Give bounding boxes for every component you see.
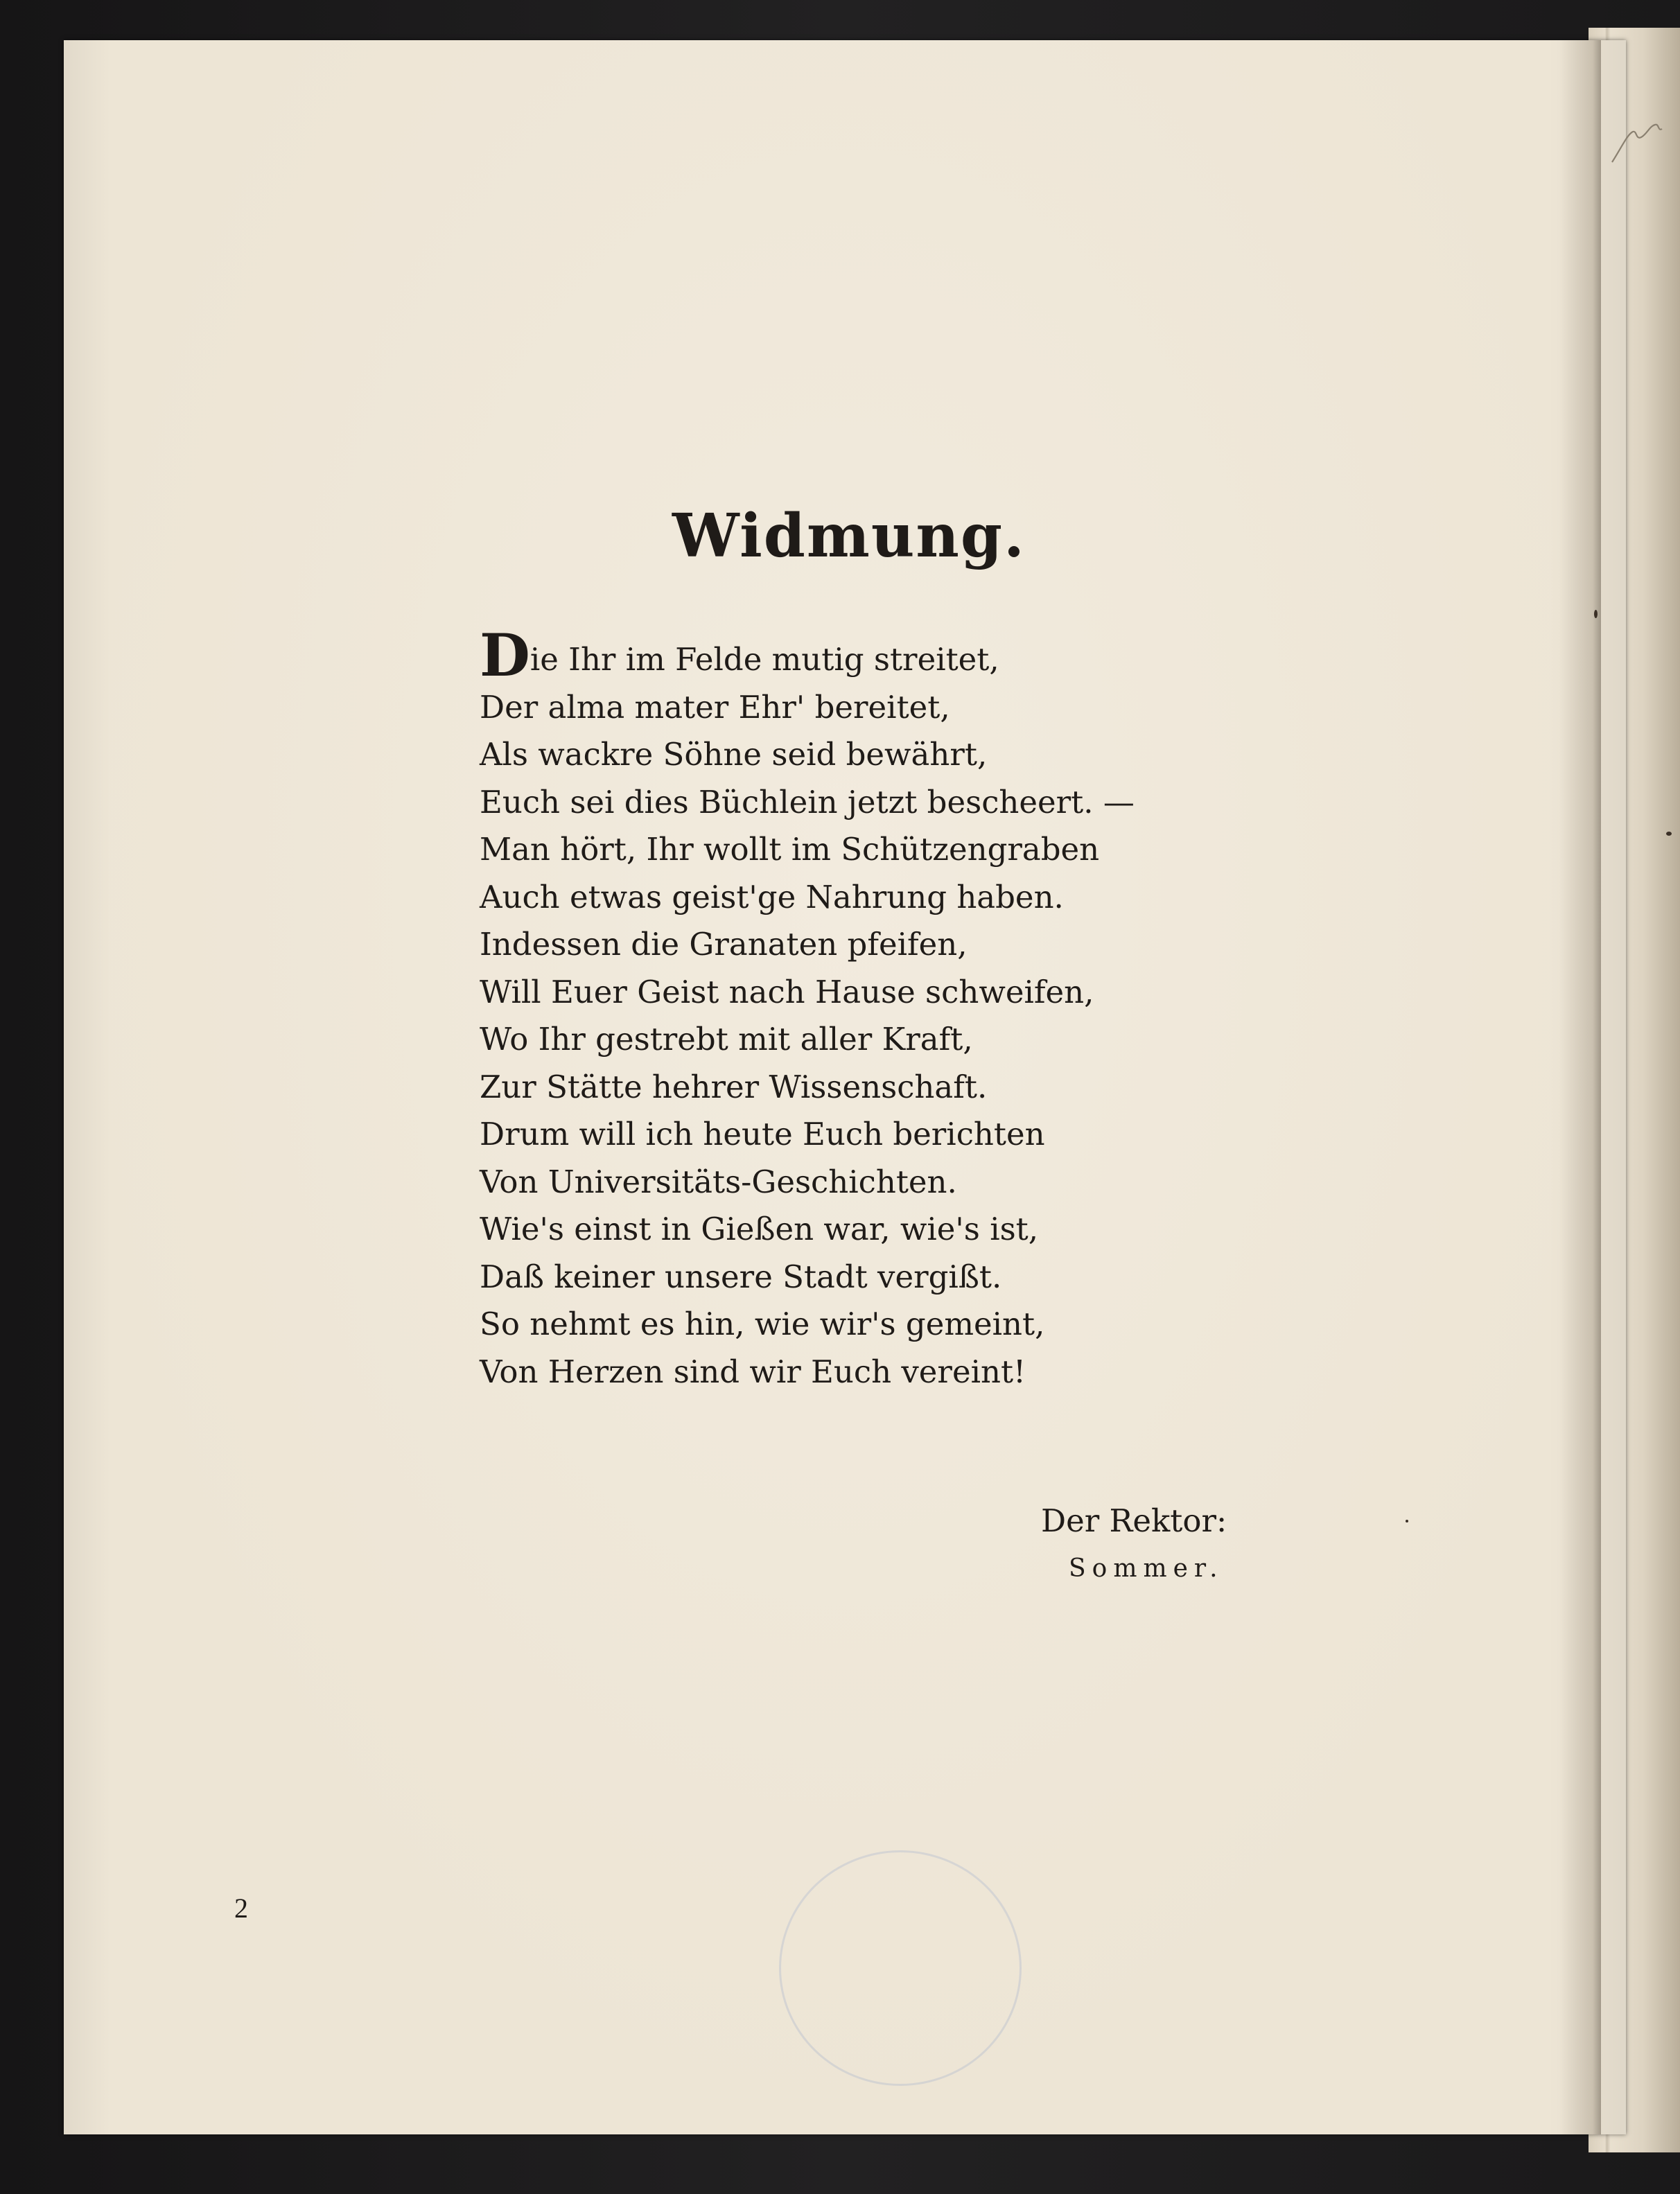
poem-line: Daß keiner unsere Stadt vergißt.: [480, 1258, 1002, 1295]
pencil-mark-icon: [1609, 119, 1665, 168]
poem-line: Als wackre Söhne seid bewährt,: [480, 736, 988, 773]
page-gutter-shadow: [1559, 40, 1601, 2134]
poem-line: Auch etwas geist'ge Nahrung haben.: [480, 878, 1064, 915]
poem-line: Drum will ich heute Euch berichten: [480, 1116, 1045, 1152]
faded-library-stamp: [779, 1850, 1022, 2086]
signature-label: Der Rektor:: [1041, 1502, 1227, 1539]
poem-line-1-text: ie Ihr im Felde mutig streitet,: [530, 641, 999, 678]
poem-initial-letter: D: [480, 621, 530, 690]
poem-line: Wo Ihr gestrebt mit aller Kraft,: [480, 1021, 973, 1057]
paper-speck: [1406, 1520, 1408, 1522]
poem-line: Von Herzen sind wir Euch vereint!: [480, 1353, 1026, 1390]
book-page: [64, 40, 1626, 2134]
poem-line: Man hört, Ihr wollt im Schützengraben: [480, 831, 1100, 868]
poem-line: Euch sei dies Büchlein jetzt bescheert. —: [480, 783, 1135, 820]
poem-line: Will Euer Geist nach Hause schweifen,: [480, 973, 1094, 1010]
signature-name: Sommer.: [1069, 1554, 1224, 1583]
poem-line: Von Universitäts-Geschichten.: [480, 1163, 957, 1200]
poem-line: So nehmt es hin, wie wir's gemeint,: [480, 1306, 1045, 1342]
page-title: Widmung.: [672, 501, 1026, 571]
poem-line-1: [480, 621, 1311, 690]
poem-line: Der alma mater Ehr' bereitet,: [480, 688, 950, 726]
poem-line: Indessen die Granaten pfeifen,: [480, 926, 968, 963]
poem-line: Wie's einst in Gießen war, wie's ist,: [480, 1211, 1039, 1247]
paper-speck: [1594, 610, 1598, 618]
paper-speck: [1666, 832, 1672, 836]
poem-block: [480, 621, 1311, 1396]
poem-line: Zur Stätte hehrer Wissenschaft.: [480, 1068, 988, 1105]
page-number: 2: [234, 1893, 248, 1924]
